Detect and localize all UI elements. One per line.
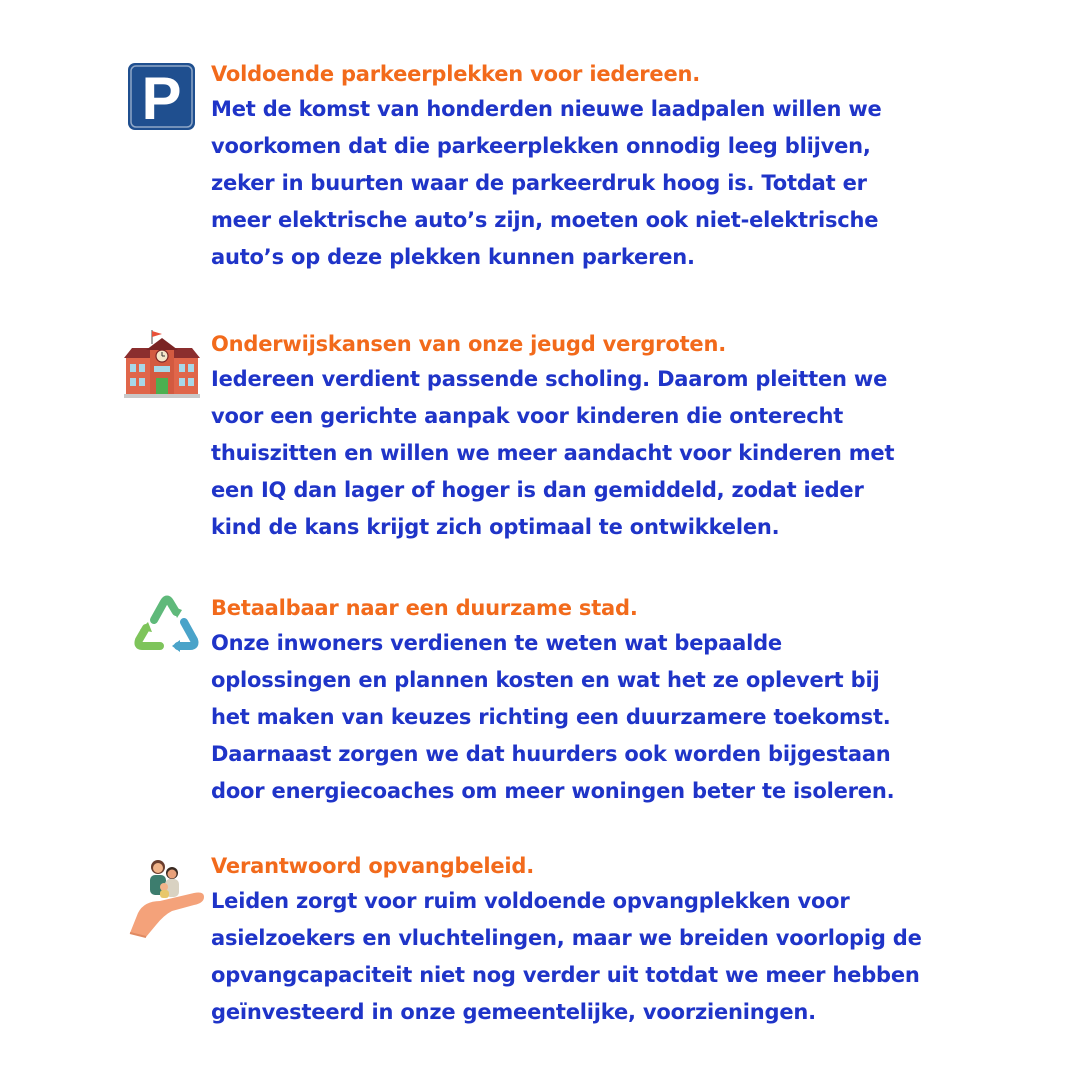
body-line: een IQ dan lager of hoger is dan gemiddeld, zodat ieder [211,478,864,502]
parking-sign-icon [128,63,195,130]
body-line: opvangcapaciteit niet nog verder uit totdat we meer hebben [211,963,920,987]
section-heading: Voldoende parkeerplekken voor iedereen. [211,62,701,86]
body-line: geïnvesteerd in onze gemeentelijke, voorzieningen. [211,1000,816,1024]
body-line: oplossingen en plannen kosten en wat het ze oplevert bij [211,668,880,692]
body-line: asielzoekers en vluchtelingen, maar we breiden voorlopig de [211,926,922,950]
body-line: voor een gerichte aanpak voor kinderen die onterecht [211,404,844,428]
svg-text:P: P [141,65,182,130]
body-line: Met de komst van honderden nieuwe laadpalen willen we [211,97,882,121]
body-line: meer elektrische auto’s zijn, moeten ook niet-elektrische [211,208,879,232]
body-line: Daarnaast zorgen we dat huurders ook worden bijgestaan [211,742,891,766]
body-line: thuiszitten en willen we meer aandacht voor kinderen met [211,441,895,465]
body-line: het maken van keuzes richting een duurzamere toekomst. [211,705,891,729]
school-building-icon [122,328,202,398]
body-line: kind de kans krijgt zich optimaal te ontwikkelen. [211,515,780,539]
section-heading: Betaalbaar naar een duurzame stad. [211,596,638,620]
body-line: auto’s op deze plekken kunnen parkeren. [211,245,695,269]
body-line: Iedereen verdient passende scholing. Daarom pleitten we [211,367,888,391]
section-heading: Onderwijskansen van onze jeugd vergroten. [211,332,726,356]
recycle-icon [132,592,202,660]
body-line: Onze inwoners verdienen te weten wat bepaalde [211,631,782,655]
family-in-hand-icon [124,855,208,939]
section-heading: Verantwoord opvangbeleid. [211,854,535,878]
body-line: voorkomen dat die parkeerplekken onnodig leeg blijven, [211,134,871,158]
body-line: zeker in buurten waar de parkeerdruk hoog is. Totdat er [211,171,867,195]
body-line: door energiecoaches om meer woningen beter te isoleren. [211,779,895,803]
body-line: Leiden zorgt voor ruim voldoende opvangplekken voor [211,889,850,913]
